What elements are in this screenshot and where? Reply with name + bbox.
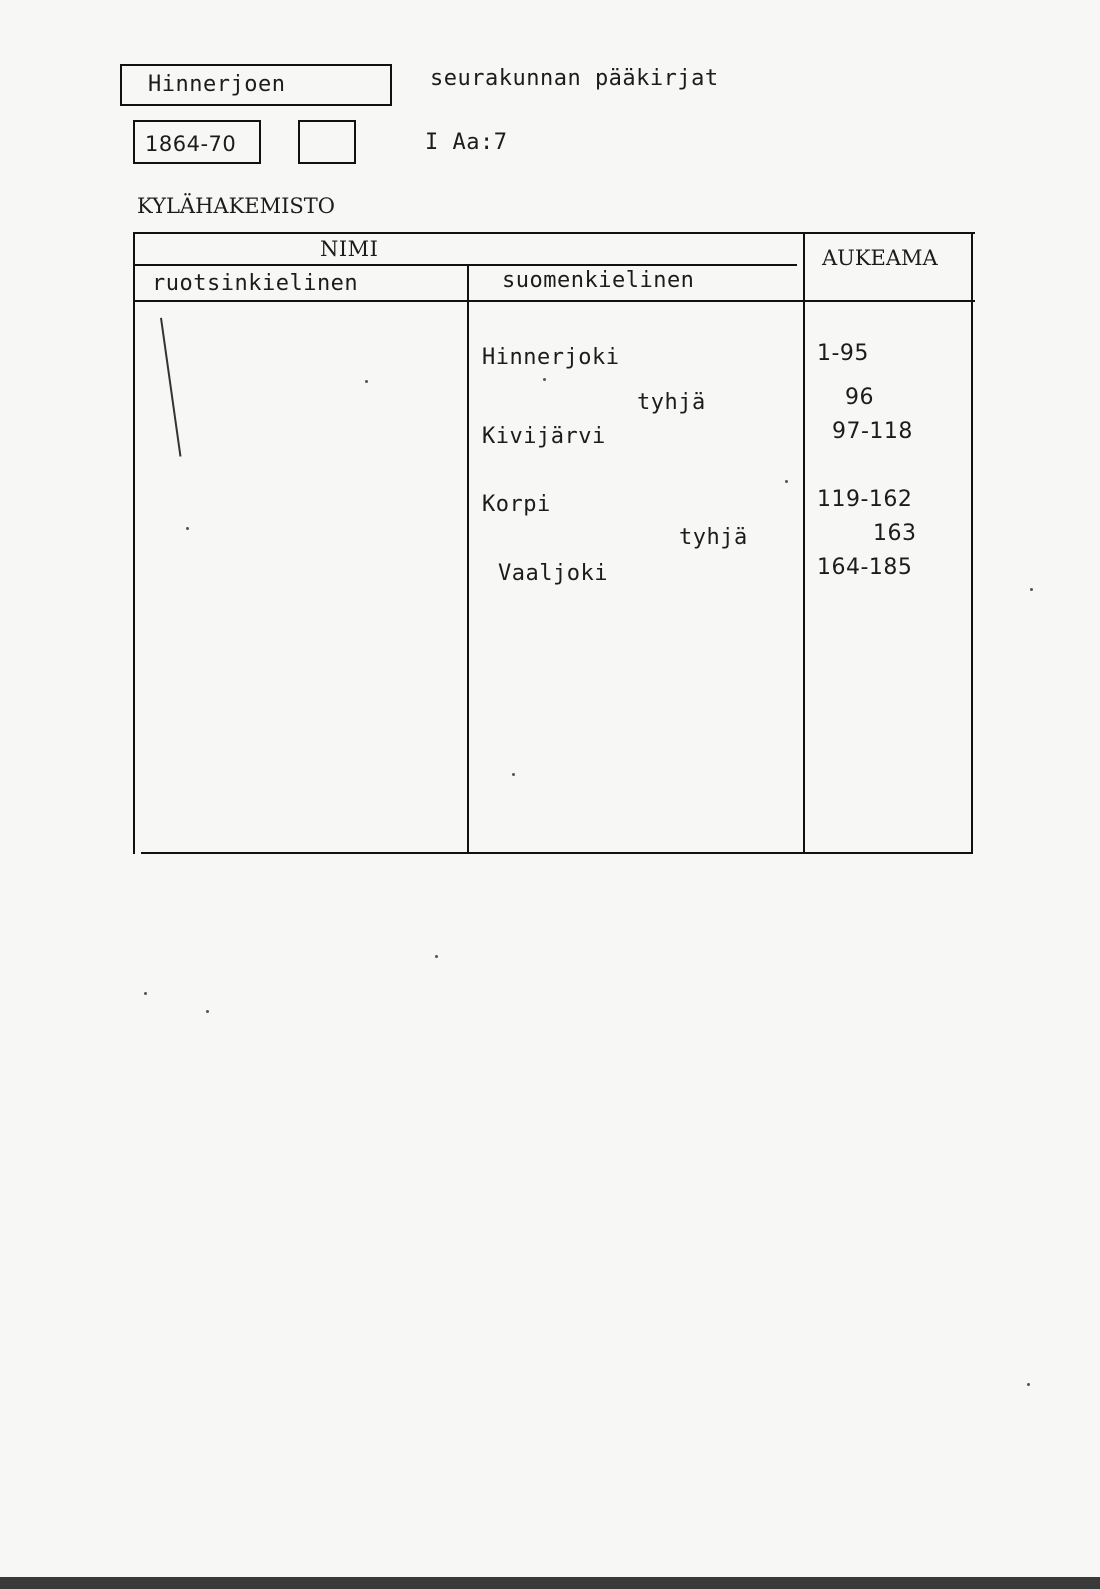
village-name: tyhjä — [637, 390, 706, 415]
scan-speck — [785, 480, 788, 483]
spread-range: 164-185 — [817, 555, 913, 580]
column-divider-1 — [467, 266, 469, 854]
swedish-header: ruotsinkielinen — [152, 271, 359, 296]
table-top-border — [133, 232, 975, 234]
spread-range: 97-118 — [832, 419, 913, 444]
village-name: Vaaljoki — [498, 561, 608, 586]
column-divider-2 — [803, 234, 805, 854]
village-name: tyhjä — [679, 525, 748, 550]
scan-bottom-edge — [0, 1577, 1100, 1589]
table-right-border — [971, 234, 973, 854]
parish-box — [120, 64, 392, 106]
parish-suffix: seurakunnan pääkirjat — [430, 66, 719, 91]
scan-speck — [365, 380, 368, 383]
scan-speck — [144, 992, 147, 995]
village-name: Hinnerjoki — [482, 345, 620, 370]
scan-speck — [1030, 588, 1033, 591]
scan-speck — [435, 955, 438, 958]
header-bottom-line — [133, 300, 975, 302]
scan-speck — [512, 773, 515, 776]
name-header: NIMI — [320, 237, 379, 261]
pen-stroke — [160, 318, 181, 457]
scan-speck — [1027, 1383, 1030, 1386]
table-bottom-border — [141, 852, 973, 854]
scan-speck — [206, 1010, 209, 1013]
archive-code: I Aa:7 — [425, 130, 508, 155]
years-text: 1864-70 — [145, 132, 237, 156]
finnish-header: suomenkielinen — [502, 268, 695, 293]
spread-header: AUKEAMA — [822, 246, 938, 270]
village-name: Korpi — [482, 492, 551, 517]
village-name: Kivijärvi — [482, 424, 606, 449]
years-box — [133, 120, 261, 164]
scan-speck — [186, 527, 189, 530]
blank-box — [298, 120, 356, 164]
index-title: KYLÄHAKEMISTO — [137, 194, 336, 218]
spread-range: 163 — [873, 521, 917, 546]
nimi-underline — [133, 264, 797, 266]
table-left-border — [133, 232, 135, 854]
scan-speck — [543, 378, 546, 381]
spread-range: 119-162 — [817, 487, 913, 512]
spread-range: 1-95 — [817, 341, 869, 366]
parish-name: Hinnerjoen — [148, 72, 286, 97]
spread-range: 96 — [845, 385, 874, 410]
